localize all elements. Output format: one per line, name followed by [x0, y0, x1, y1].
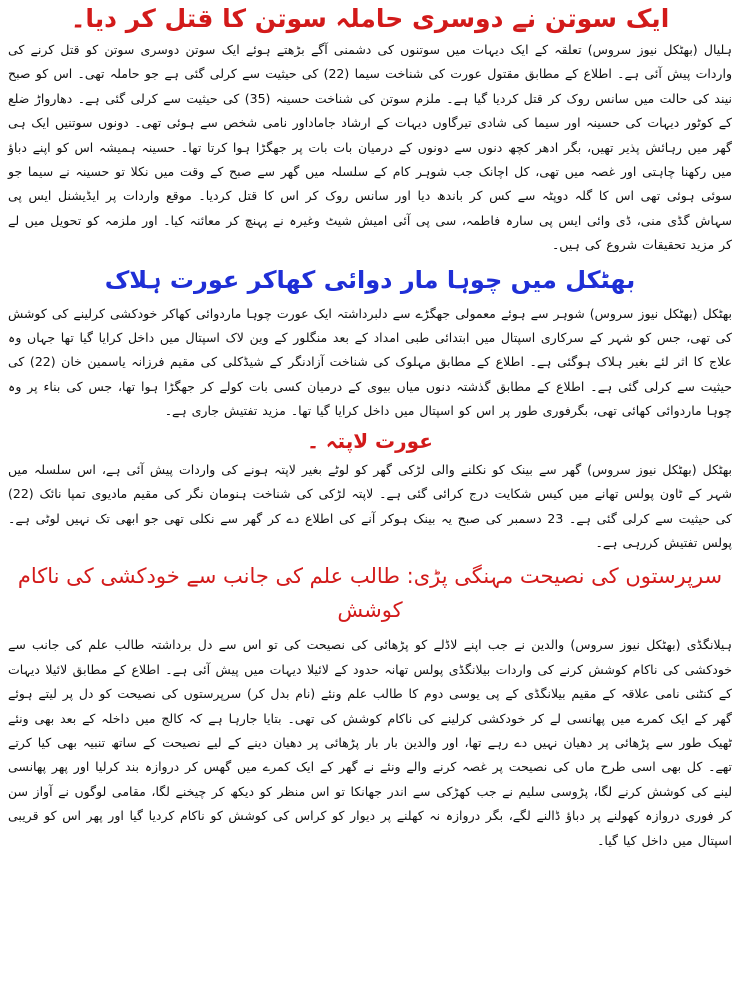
- headline-rat-poison: بھٹکل میں چوہا مار دوائی کھاکر عورت ہلاک: [104, 265, 636, 294]
- article-body-student-suicide-attempt: ہیلانگڈی (بھٹکل نیوز سروس) والدین نے جب اپنے لاڈلے کو پڑھائی کی نصیحت کی تو اس سے دل برداشتہ طالب علم کی جانب سے خودکشی کی ناکام کوشش کرنے کی واردات بیلانگڈی پولس تھانہ حدود کے لائیلا دیہات میں پیش آئی ہے۔ اطلاع کے مطابق لائیلا دیہات کے کنٹنی نامی علاقہ کے مقیم بیلانگڈی کے پی یوسی دوم کا طالب علم ونئے (نام بدل کر) سرپرستوں کی نصیحت کو دل پر لیتے ہوئے گھر کے ایک کمرے میں پھانسی لے کر خودکشی کرلینے کی ناکام کوشش کی تھی۔ بتایا جارہا ہے کہ کالج میں داخلہ کے بعد بھی ونئے ٹھیک طور سے پڑھائی پر دھیان نہیں دے رہے تھا، اور والدین بار بار پڑھائی پر دھیان دینے کے لیے نصیحت کے ساتھ تنبیہ بھی کیا کرتے تھے۔ کل بھی اسی طرح ماں کی نصیحت پر غصہ کرنے والے ونئے نے گھر کے ایک کمرے میں گھس کر دروازہ بند کرلیا اور پھر پھانسی لینے کی کوشش کرنے لگا، پڑوسی سلیم نے جب کھڑکی سے اندر جھانکا تو اس منظر کو دیکھ کر چیخنے لگا، مقامی لوگوں نے آواز سن کر فوری دروازہ کھولنے پر دباؤ ڈالنے لگے، بگر دروازہ نہ کھلنے پر دیوار کو کراس کی کوشش کو ناکام کردیا گیا اور پھر اس کو قریبی اسپتال میں داخل کیا گیا۔: [8, 637, 732, 848]
- article-body-missing-woman: بھٹکل (بھٹکل نیوز سروس) گھر سے بینک کو نکلنے والی لڑکی گھر کو لوٹے بغیر لاپتہ ہونے کی واردات پیش آئی ہے، اس سلسلہ میں شہر کے ٹاون پولس تھانے میں کیس شکایت درج کرائی گئی ہے۔ لاپتہ لڑکی کی شناخت ہنومان نگر کی مقیم مادیوی تمپا نائک (22) کی حیثیت سے کرلی گئی ہے۔ 23 دسمبر کی صبح یہ بینک ہوکر آنے کی اطلاع دے کر گھر سے نکلی تھی جو ابھی تک نہیں لوٹی ہے۔ پولس تفتیش کررہی ہے۔: [8, 461, 733, 550]
- headline-murder: ایک سوتن نے دوسری حاملہ سوتن کا قتل کر دیا۔: [70, 4, 670, 33]
- article-body-rat-poison: بھٹکل (بھٹکل نیوز سروس) شوہر سے ہوئے معمولی جھگڑے سے دلبرداشتہ ایک عورت چوہا ماردوائی کھاکر خودکشی کرلینے کی کوشش کی تھی، جس کو شہر کے سرکاری اسپتال میں ابتدائی طبی امداد کے بعد منگلور کے وین لاک اسپتال میں داخل کرایا گیا تھا جہاں وہ علاج کا اثر لئے بغیر ہلاک ہوگئی ہے۔ اطلاع کے مطابق مہلوک کی شناخت آزادنگر کے شیڈکلی کی مقیم فرزانہ یاسمین خان (22) کی حیثیت سے کرلی گئی ہے۔ اطلاع کے مطابق گذشتہ دنوں میاں بیوی کے درمیان کسی بات کولے کر جھگڑا ہوا تھا، جس کی بناء پر وہ چوہا ماردوائی کھائی تھی، بگرفوری طور پر اس کو اسپتال میں داخل کرایا گیا تھا۔ مزید تفتیش جاری ہے۔: [8, 305, 732, 419]
- headline-student-suicide-attempt: سرپرستوں کی نصیحت مہنگی پڑی: طالب علم کی جانب سے خودکشی کی ناکام کوشش: [17, 564, 723, 623]
- headline-missing-woman: عورت لاپتہ ۔: [307, 428, 433, 453]
- article-student-suicide-attempt: [8, 559, 732, 853]
- article-murder: [8, 2, 732, 258]
- article-missing-woman: [8, 426, 732, 556]
- newspaper-page: [8, 0, 732, 853]
- article-rat-poison: [8, 262, 732, 424]
- article-body-murder: ہلیال (بھٹکل نیوز سروس) تعلقہ کے ایک دیہات میں سوتنوں کی دشمنی آگے بڑھتے ہوئے ایک سوتن دوسری سوتن کو قتل کرنے کی واردات پیش آئی ہے۔ اطلاع کے مطابق مقتول عورت کی شناخت سیما (22) کی حیثیت سے کرلی گئی ہے جو حاملہ تھی۔ اس کو صبح نیند کی حالت میں سانس روک کر قتل کردیا گیا ہے۔ ملزم سوتن کی شناخت حسینہ (35) کی حیثیت سے کرلی گئی ہے۔ دھارواڑ ضلع کے کوٹور دیہات کی حسینہ اور سیما کی شادی تیرگاوں دیہات کے ارشاد جاماداور نامی شخص سے ہوئی تھی۔ دونوں سوتنیں ایک ہی گھر میں رہائش پذیر تھیں، بگر ادھر کچھ دنوں سے دونوں کے درمیان بات بات پر جھگڑا ہوا کرتا تھا۔ حسینہ ہمیشہ اس کو اپنے دباؤ میں رکھنا چاہتی اور غصہ میں تھی، کل اچانک جب شوہر کام کے سلسلہ میں گھر سے صبح کے وقت میں نکلا تو حسینہ نے سیما جو سوئی ہوئی تھی اس کا گلہ دوپٹہ سے کس کر باندھ دیا اور سانس روک کر اس کا قتل کردیا۔ موقع واردات پر ایڈیشنل ایس پی سہاش گڈی منی، ڈی وائی ایس پی سارہ فاطمہ، سی پی آئی امیش شیٹ وغیرہ نے پہنچ کر معائنہ کیا۔ اور ملزمہ کو تحویل میں لے کر مزید تحقیقات شروع کی ہیں۔: [8, 42, 732, 253]
